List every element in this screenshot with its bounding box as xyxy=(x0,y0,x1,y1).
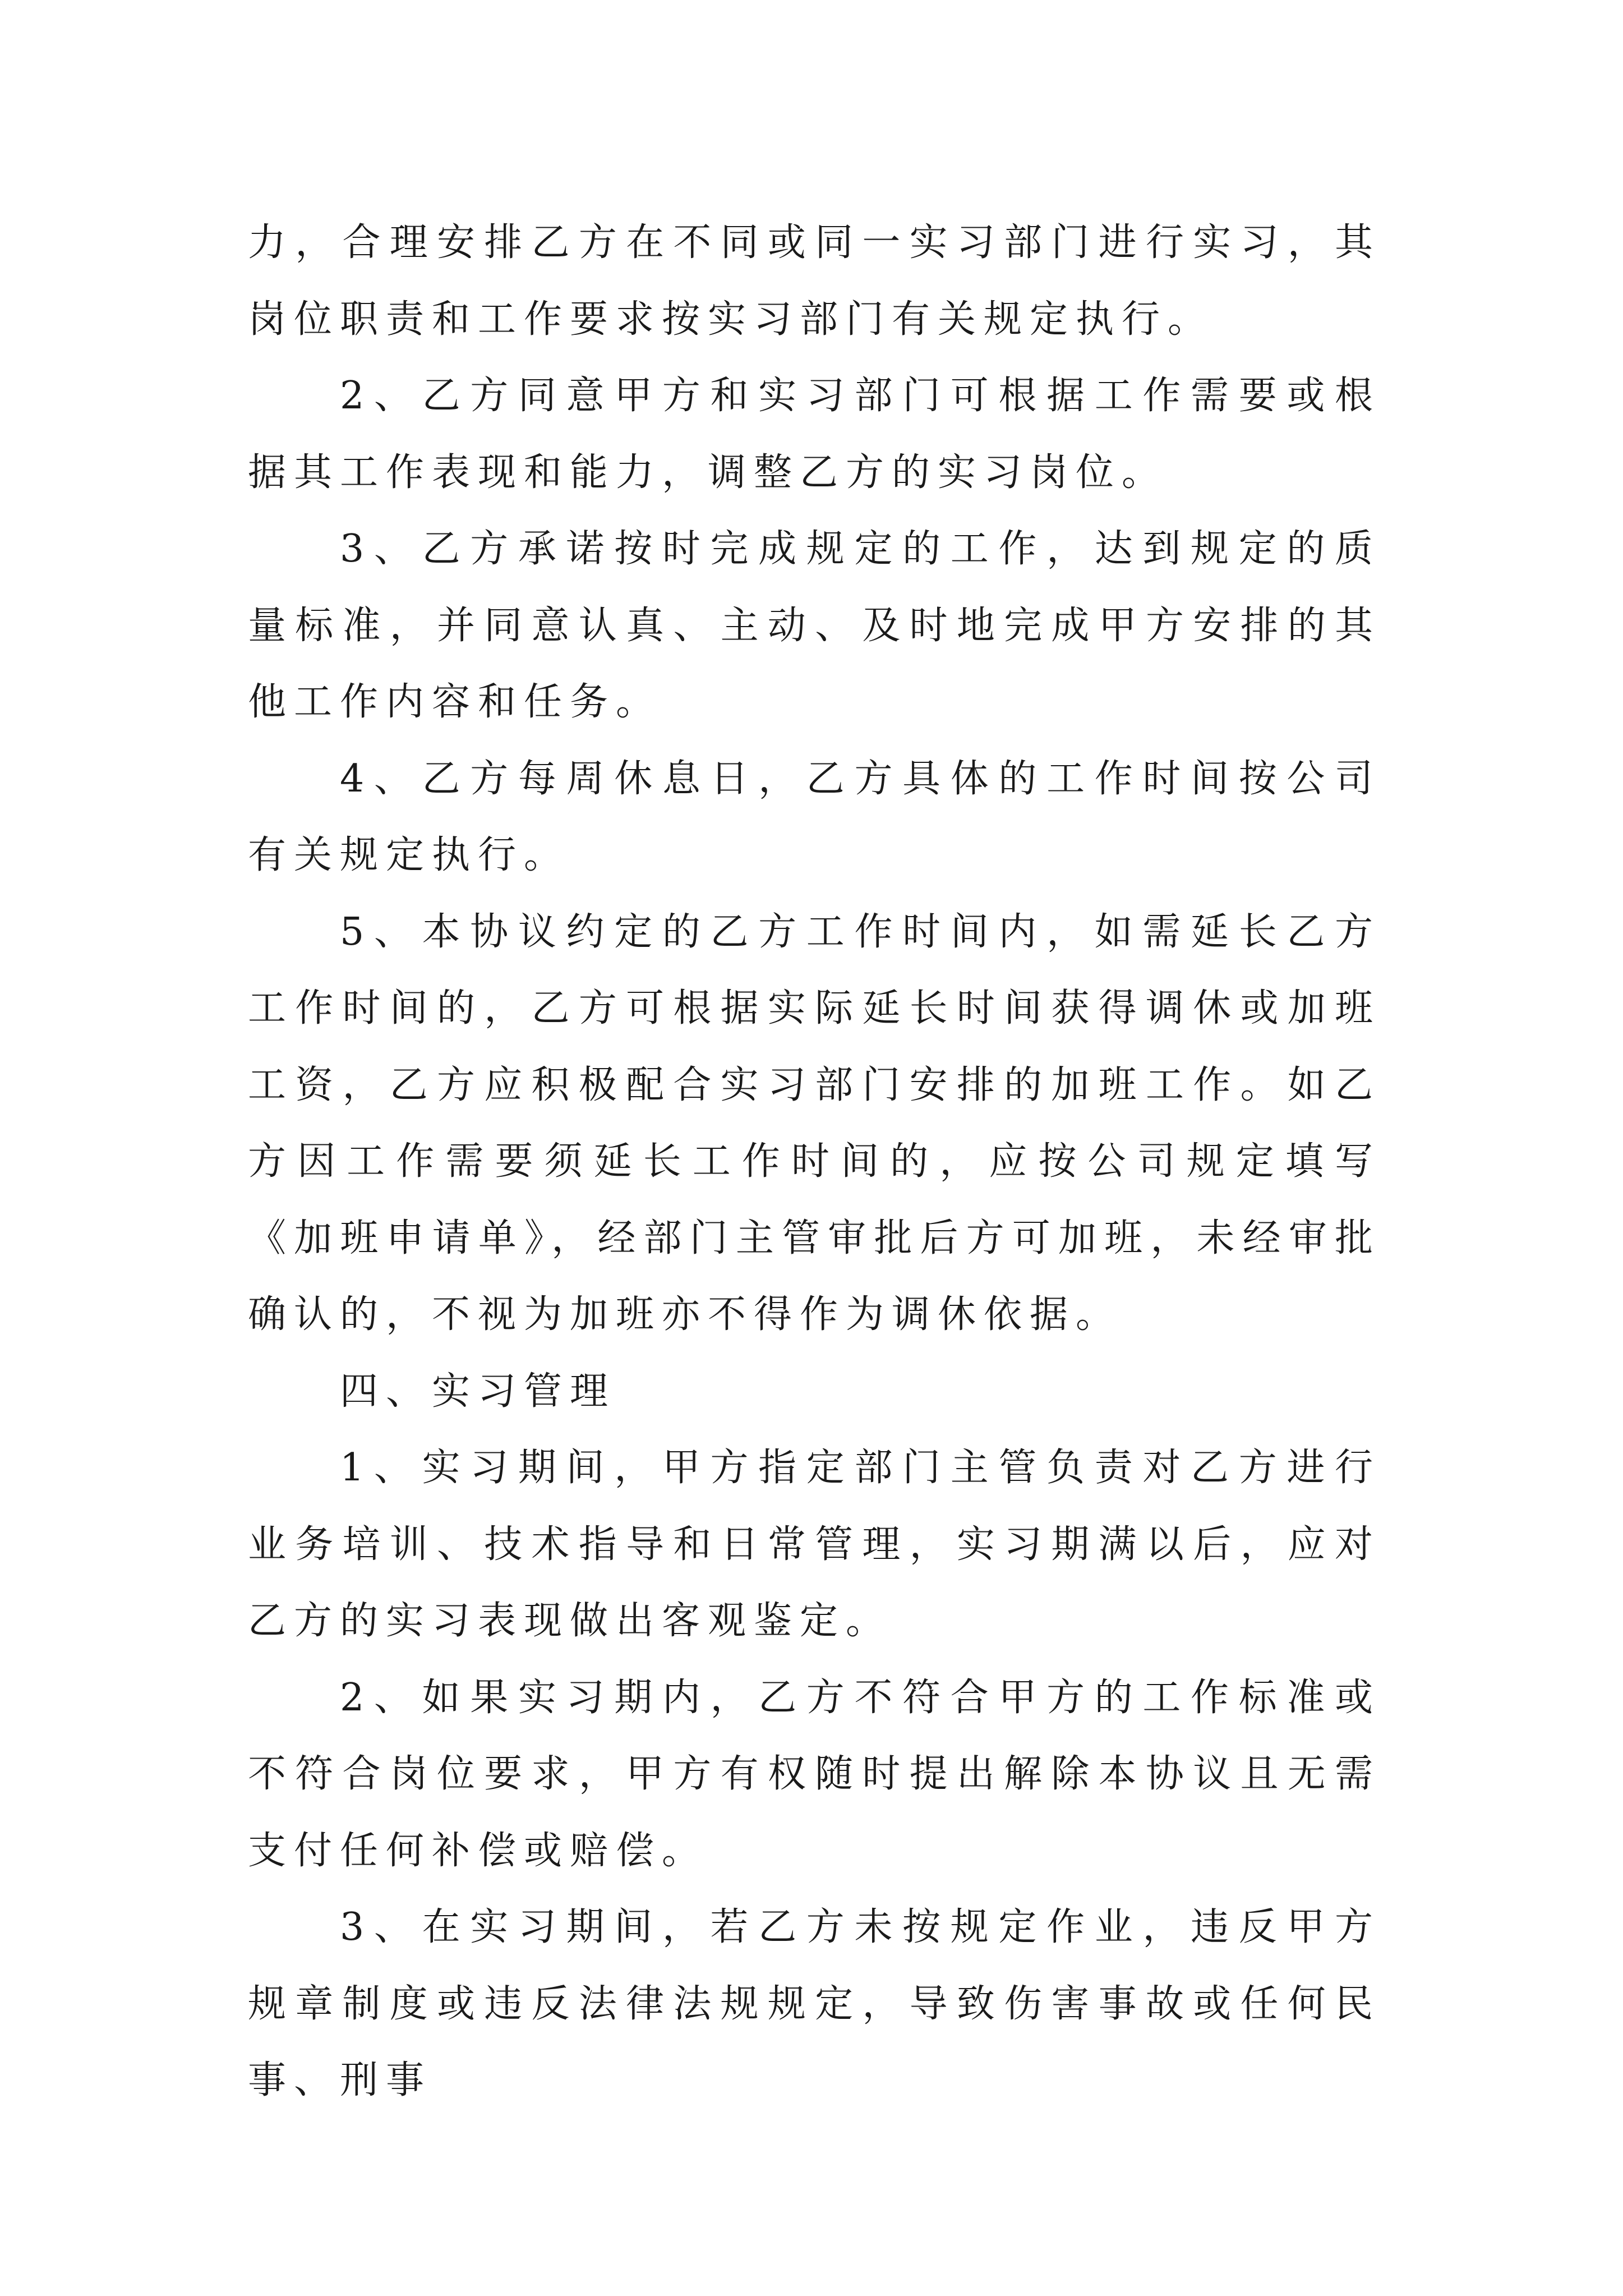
paragraph-management-2: 2、如果实习期内，乙方不符合甲方的工作标准或不符合岗位要求，甲方有权随时提出解除本协议且无需支付任何补偿或赔偿。 xyxy=(248,1675,1381,1873)
paragraph-continued: 力，合理安排乙方在不同或同一实习部门进行实习，其岗位职责和工作要求按实习部门有关规定执行。 xyxy=(248,220,1381,342)
paragraph-clause-5: 5、本协议约定的乙方工作时间内，如需延长乙方工作时间的，乙方可根据实际延长时间获得调休或加班工资，乙方应积极配合实习部门安排的加班工作。如乙方因工作需要须延长工作时间的，应按公司规定填写《加班申请单》，经部门主管审批后方可加班，未经审批确认的，不视为加班亦不得作为调休依据。 xyxy=(248,909,1381,1337)
paragraph-management-1: 1、实习期间，甲方指定部门主管负责对乙方进行业务培训、技术指导和日常管理，实习期满以后，应对乙方的实习表现做出客观鉴定。 xyxy=(248,1446,1381,1643)
paragraph-clause-2: 2、乙方同意甲方和实习部门可根据工作需要或根据其工作表现和能力，调整乙方的实习岗位。 xyxy=(248,374,1381,495)
paragraph-management-3: 3、在实习期间，若乙方未按规定作业，违反甲方规章制度或违反法律法规规定，导致伤害事故或任何民事、刑事 xyxy=(248,1905,1381,2102)
paragraph-clause-3: 3、乙方承诺按时完成规定的工作，达到规定的质量标准，并同意认真、主动、及时地完成甲方安排的其他工作内容和任务。 xyxy=(248,527,1381,724)
paragraph-clause-4: 4、乙方每周休息日，乙方具体的工作时间按公司有关规定执行。 xyxy=(248,756,1381,877)
document-body xyxy=(248,205,1381,2119)
section-heading-internship-management: 四、实习管理 xyxy=(340,1369,616,1414)
